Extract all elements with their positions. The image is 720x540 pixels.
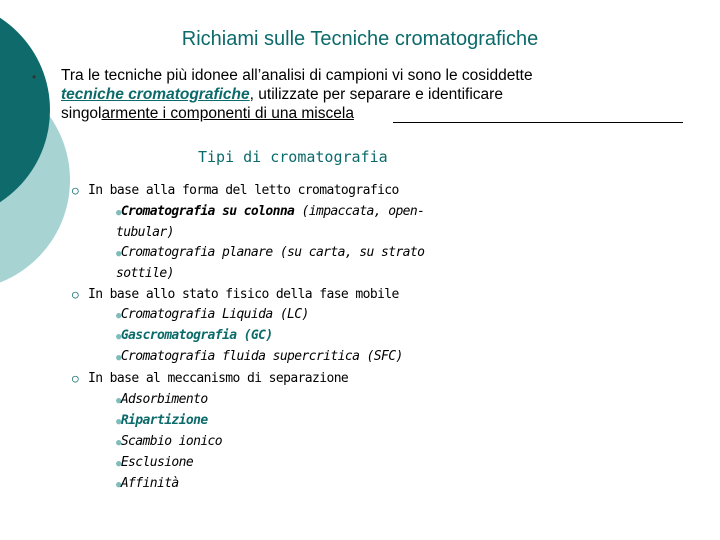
list-item-continuation: sottile) <box>116 265 174 281</box>
list-item: ●Gascromatografia (GC) <box>116 328 273 343</box>
list-item: ●Cromatografia fluida supercritica (SFC) <box>116 349 403 364</box>
intro-paragraph <box>61 66 691 123</box>
dot-bullet-icon: ● <box>116 437 121 448</box>
underline-rule <box>393 122 683 123</box>
intro-text-1: Tra le tecniche più idonee all’analisi di campioni vi sono le cosiddette <box>61 67 533 84</box>
dot-bullet-icon: ● <box>116 416 121 427</box>
list-heading: ○ In base al meccanismo di separazione <box>72 368 512 390</box>
dot-bullet-icon: ● <box>116 458 121 469</box>
ring-bullet-icon: ○ <box>72 372 79 385</box>
section-subtitle: Tipi di cromatografia <box>198 148 388 166</box>
dot-bullet-icon: ● <box>116 248 121 259</box>
bullet-dot-icon: • <box>32 70 37 84</box>
dot-bullet-icon: ● <box>116 332 121 342</box>
dot-bullet-icon: ● <box>116 395 121 406</box>
intro-text-2: , utilizzate per separare e identificare <box>249 86 503 103</box>
dot-bullet-icon: ● <box>116 207 121 218</box>
ring-bullet-icon: ○ <box>72 184 79 197</box>
list-item: ●Affinità <box>116 475 179 491</box>
list-item: ●Esclusione <box>116 454 194 470</box>
list-item: ●Cromatografia Liquida (LC) <box>116 307 309 322</box>
list-heading: ○ In base allo stato fisico della fase mobile <box>72 284 512 306</box>
ring-bullet-icon: ○ <box>72 287 79 301</box>
intro-text-3b: armente i componenti di una miscela <box>101 105 354 122</box>
list-item: ●Adsorbimento <box>116 391 208 407</box>
list-heading: ○ In base alla forma del letto cromatografico <box>72 180 512 202</box>
list-item: ●Scambio ionico <box>116 433 223 449</box>
classification-list <box>72 180 512 495</box>
dot-bullet-icon: ● <box>116 353 121 363</box>
page-title: Richiami sulle Tecniche cromatografiche <box>181 28 539 50</box>
list-item-continuation: tubular) <box>116 224 174 240</box>
intro-emphasis: tecniche cromatografiche <box>61 86 250 103</box>
list-item: ●Cromatografia planare (su carta, su strato <box>116 244 425 260</box>
intro-text-3a: singol <box>61 105 102 122</box>
dot-bullet-icon: ● <box>116 311 121 321</box>
list-item: ●Ripartizione <box>116 412 208 428</box>
dot-bullet-icon: ● <box>116 479 121 490</box>
list-item: ●Cromatografia su colonna (impaccata, open- <box>116 203 425 219</box>
